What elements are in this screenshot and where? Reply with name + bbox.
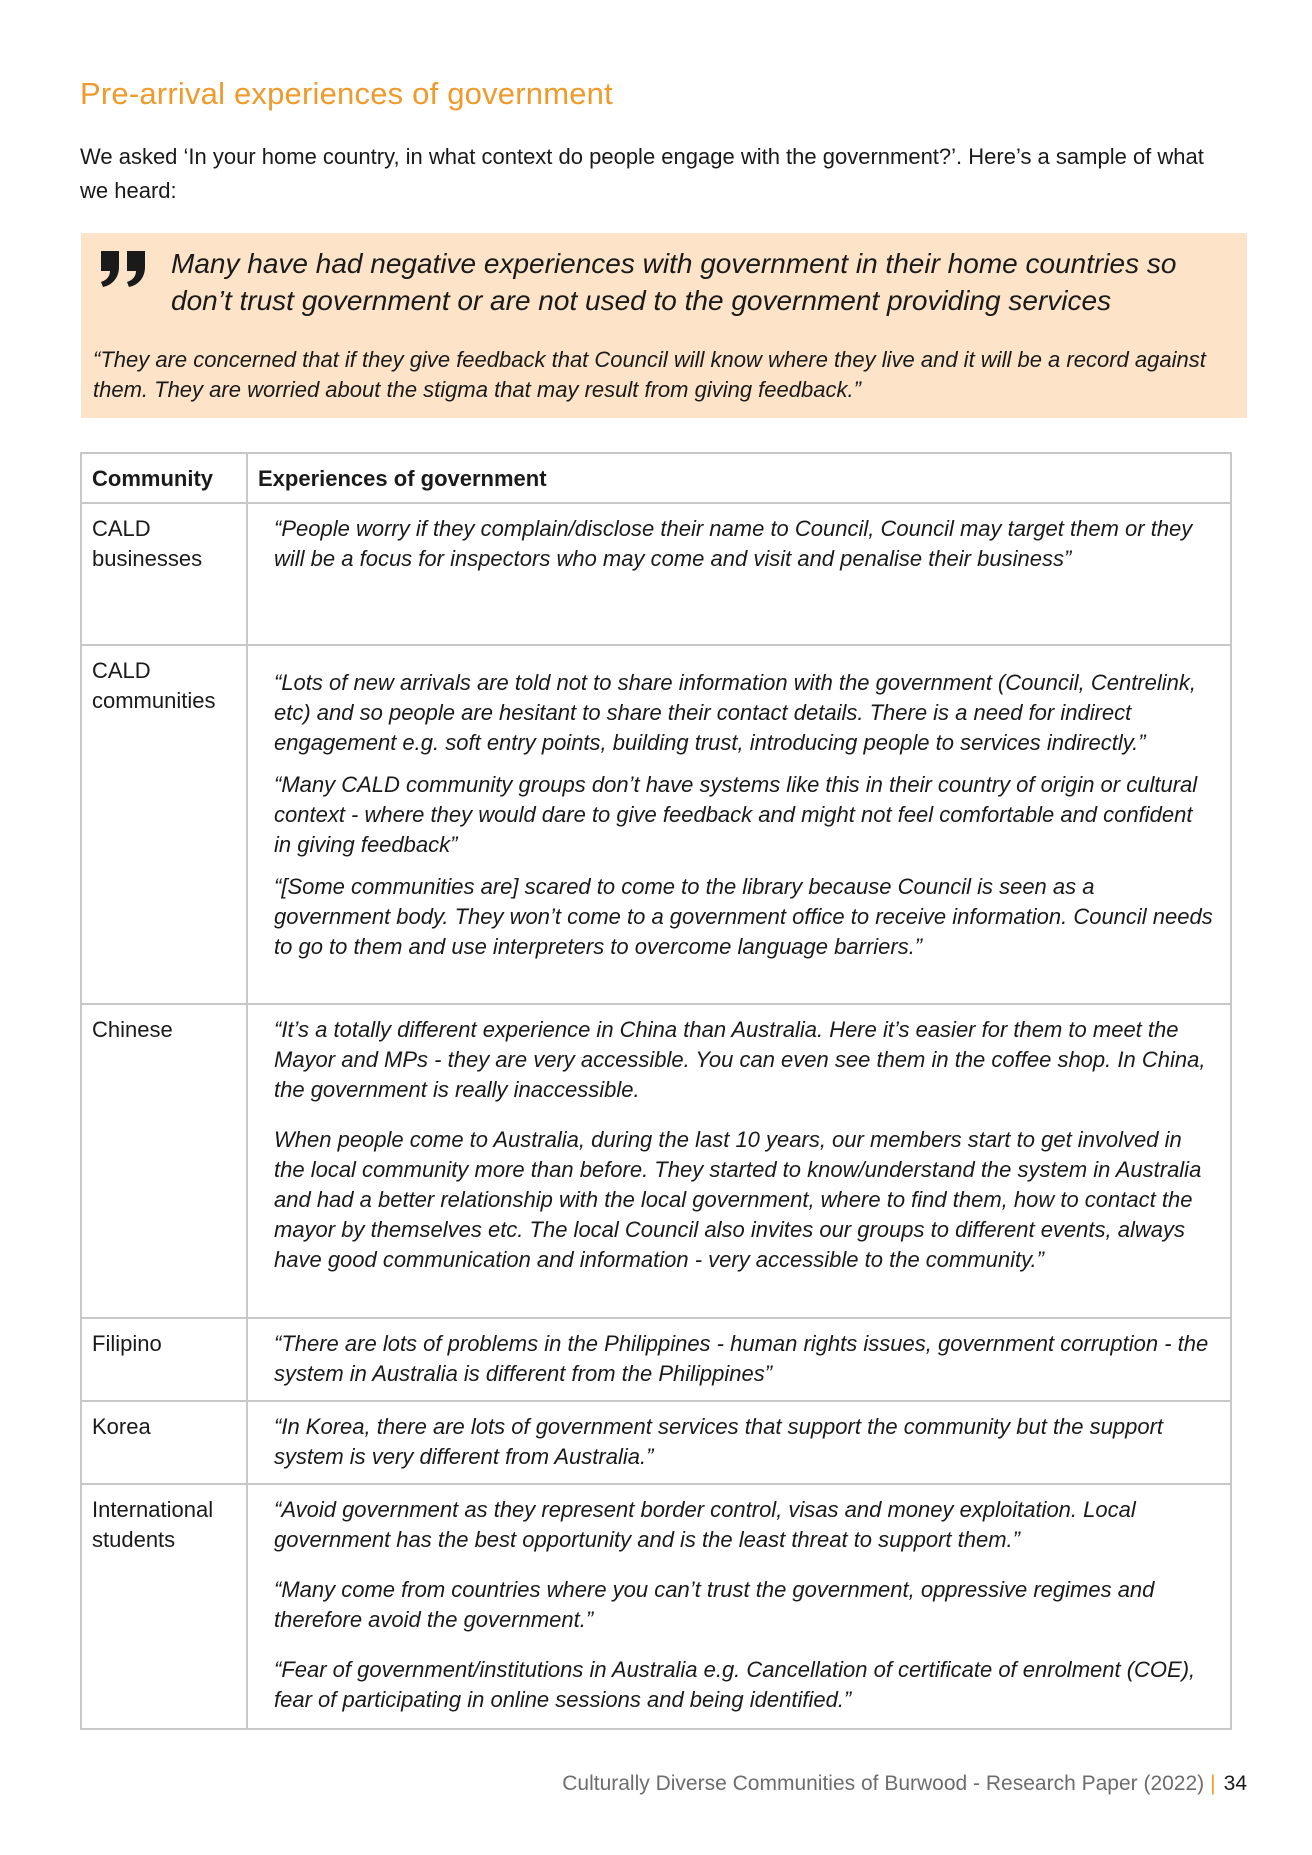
footer-title: Culturally Diverse Communities of Burwood - Research Paper (2022) [562,1772,1205,1795]
table-row [81,1484,1231,1729]
callout-headline: Many have had negative experiences with government in their home countries so don’t trust government or are not used to the government providing services [171,248,1177,316]
experience-cell [247,503,1231,645]
experience-cell [247,1484,1231,1729]
experience-quote: When people come to Australia, during the last 10 years, our members start to get involved in the local community more than before. They started to know/understand the system in Australia and had a better relationship with the local government, where to find them, how to contact the mayor by themselves etc. The local Council also invites our groups to different events, always have good communication and information - very accessible to the community.” [274,1127,1202,1272]
community-cell: CALD businesses [81,503,247,645]
experience-quote: “In Korea, there are lots of government services that support the community but the support system is very different from Australia.” [274,1414,1164,1469]
table-row [81,1318,1231,1401]
experience-quote: “People worry if they complain/disclose their name to Council, Council may target them or they will be a focus for inspectors who may come and visit and penalise their business” [274,516,1193,571]
experience-cell [247,1004,1231,1318]
footer-separator: | [1210,1772,1216,1795]
experience-quote: “Many come from countries where you can’t trust the government, oppressive regimes and therefore avoid the government.” [274,1577,1155,1632]
experience-cell [247,1401,1231,1484]
table-header-row [81,453,1231,503]
community-cell: Korea [81,1401,247,1484]
experience-cell [247,645,1231,1004]
experience-quote: “There are lots of problems in the Philippines - human rights issues, government corruption - the system in Australia is different from the Philippines” [274,1331,1209,1386]
community-cell: CALD communities [81,645,247,1004]
quote-callout [81,233,1247,418]
experience-quote: “Lots of new arrivals are told not to share information with the government (Council, Centrelink, etc) and so people are hesitant to share their contact details. There is a need for indirect engagement e.g. soft entry points, building trust, introducing people to services indirectly.” [274,670,1196,755]
community-cell: Chinese [81,1004,247,1318]
experiences-table [80,452,1230,1730]
callout-quote: “They are concerned that if they give feedback that Council will know where they live and it will be a record against them. They are worried about the stigma that may result from giving feedback.” [93,347,1206,402]
experience-cell [247,1318,1231,1401]
table-row [81,1004,1231,1318]
intro-paragraph: We asked ‘In your home country, in what context do people engage with the government?’. Here’s a sample of what we heard: [80,144,1204,203]
quote-icon [99,247,149,289]
table-row [81,645,1231,1004]
table-row [81,503,1231,645]
experience-quote: “Many CALD community groups don’t have systems like this in their country of origin or cultural context - where they would dare to give feedback and might not feel comfortable and confident in giving feedback” [274,772,1198,857]
page-number: 34 [1223,1772,1247,1795]
community-cell: International students [81,1484,247,1729]
experience-quote: “[Some communities are] scared to come to the library because Council is seen as a government body. They won’t come to a government office to receive information. Council needs to go to them and use interpreters to overcome language barriers.” [274,874,1213,959]
header-experiences: Experiences of government [247,453,1231,503]
page-title: Pre-arrival experiences of government [80,76,613,111]
experience-quote: “Avoid government as they represent border control, visas and money exploitation. Local government has the best opportunity and is the least threat to support them.” [274,1497,1136,1552]
page-footer [562,1772,1247,1796]
experience-quote: “It’s a totally different experience in China than Australia. Here it’s easier for them to meet the Mayor and MPs - they are very accessible. You can even see them in the coffee shop. In China, the government is really inaccessible. [274,1017,1206,1102]
table-row [81,1401,1231,1484]
community-cell: Filipino [81,1318,247,1401]
experience-quote: “Fear of government/institutions in Australia e.g. Cancellation of certificate of enrolment (COE), fear of participating in online sessions and being identified.” [274,1657,1196,1712]
header-community: Community [81,453,247,503]
